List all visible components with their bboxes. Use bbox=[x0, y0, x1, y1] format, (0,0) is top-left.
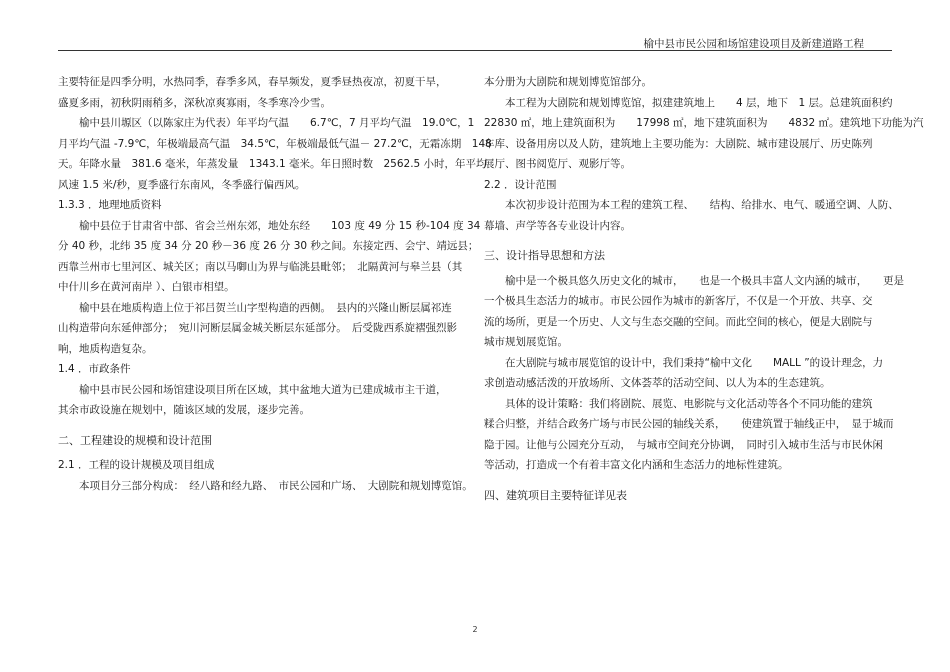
text-line: 一个极具生态活力的城市。市民公园作为城市的新客厅，不仅是一个开放、共享、交 bbox=[484, 295, 873, 307]
right-column bbox=[484, 72, 924, 510]
text-line: 本分册为大剧院和规划博览馆部分。 bbox=[484, 76, 652, 88]
header-rule bbox=[58, 50, 892, 51]
text-line: 榆中县川塬区（以陈家庄为代表）年平均气温 6.7℃，7 月平均气温 19.0℃，1 bbox=[79, 117, 475, 129]
text-line: 月平均气温 -7.9℃，年极端最高气温 34.5℃，年极端最低气温－ 27.2℃，无霜冻期 148 bbox=[58, 137, 492, 150]
section-heading: 三、设计指导思想和方法 bbox=[484, 249, 605, 262]
subsection-heading: 1.3.3 ．地理地质资料 bbox=[58, 199, 162, 211]
section-heading: 二、工程建设的规模和设计范围 bbox=[58, 433, 212, 447]
text-line: 本工程为大剧院和规划博览馆，拟建建筑地上 4 层，地下 1 层。总建筑面积约 bbox=[505, 96, 893, 109]
text-line: 榆中是一个极具悠久历史文化的城市， 也是一个极具丰富人文内涵的城市， 更是 bbox=[505, 274, 904, 287]
text-line: 主要特征是四季分明，水热同季，春季多风，春旱频发，夏季昼热夜凉，初夏干旱， bbox=[58, 76, 447, 88]
text-line: 在大剧院与城市展览馆的设计中，我们秉持“榆中文化 MALL ”的设计理念，力 bbox=[505, 356, 884, 369]
text-line: 中什川乡在黄河南岸 ）、白银市相望。 bbox=[58, 281, 235, 293]
text-line: 本次初步设计范围为本工程的建筑工程、 结构、给排水、电气、暖通空调、人防、 bbox=[505, 199, 899, 211]
text-line: 本项目分三部分构成： 经八路和经九路、 市民公园和广场、 大剧院和规划博览馆。 bbox=[79, 479, 473, 492]
text-line: 榆中县在地质构造上位于祁吕贺兰山字型构造的西侧。 县内的兴隆山断层属祁连 bbox=[79, 301, 452, 314]
text-line: 盛夏多雨，初秋阴雨稍多，深秋凉爽寡雨，冬季寒冷少雪。 bbox=[58, 96, 331, 109]
text-line: 等活动，打造成一个有着丰富文化内涵和生态活力的地标性建筑。 bbox=[484, 459, 789, 471]
text-line: 具体的设计策略：我们将剧院、展览、电影院与文化活动等各个不同功能的建筑 bbox=[505, 397, 873, 410]
page-number: 2 bbox=[472, 625, 478, 634]
left-column bbox=[58, 72, 492, 496]
text-line: 流的场所，更是一个历史、人文与生态交融的空间。而此空间的核心，便是大剧院与 bbox=[484, 315, 873, 328]
text-line: 求创造动感活泼的开放场所、文体荟萃的活动空间、以人为本的生态建筑。 bbox=[484, 377, 831, 389]
text-line: 展厅、图书阅览厅、观影厅等。 bbox=[484, 158, 631, 170]
text-line: 天。年降水量 381.6 毫米，年蒸发量 1343.1 毫米。年日照时数 2562.5 小时，年平均 bbox=[58, 158, 487, 170]
text-line: 西靠兰州市七里河区、城关区；南以马啣山为界与临洮县毗邻； 北隔黄河与皋兰县（其 bbox=[58, 260, 463, 273]
text-line: 山构造带向东延伸部分； 宛川河断层属金城关断层东延部分。 后受陇西系旋褶强烈影 bbox=[58, 322, 457, 334]
text-line: 城市规划展览馆。 bbox=[484, 336, 568, 348]
text-line: 车库、设备用房以及人防，建筑地上主要功能为：大剧院、城市建设展厅、历史陈列 bbox=[484, 137, 873, 150]
subsection-heading: 2.2 ．设计范围 bbox=[484, 178, 557, 191]
subsection-heading: 1.4 ．市政条件 bbox=[58, 363, 131, 375]
text-line: 榆中县位于甘肃省中部、省会兰州东郊，地处东经 103 度 49 分 15 秒-104 度 34 bbox=[79, 219, 481, 232]
text-line: 响，地质构造复杂。 bbox=[58, 342, 153, 355]
text-line: 分 40 秒，北纬 35 度 34 分 20 秒－36 度 26 分 30 秒之间。东接定西、会宁、靖远县； bbox=[58, 240, 479, 252]
text-line: 榆中县市民公园和场馆建设项目所在区域，其中盆地大道为已建成城市主干道， bbox=[79, 383, 447, 396]
text-line: 隐于园。让他与公园充分互动， 与城市空间充分协调， 同时引入城市生活与市民休闲 bbox=[484, 438, 883, 451]
section-heading: 四、建筑项目主要特征详见表 bbox=[484, 488, 627, 502]
text-line: 幕墙、声学等各专业设计内容。 bbox=[484, 219, 631, 232]
text-line: 其余市政设施在规划中，随该区域的发展，逐步完善。 bbox=[58, 404, 310, 416]
subsection-heading: 2.1 ．工程的设计规模及项目组成 bbox=[58, 459, 215, 471]
text-line: 22830 ㎡，地上建筑面积为 17998 ㎡，地下建筑面积为 4832 ㎡。建筑地下功能为汽 bbox=[484, 117, 924, 129]
text-line: 风速 1.5 米/秒，夏季盛行东南风，冬季盛行偏西风。 bbox=[58, 178, 306, 191]
text-line: 糅合归整，并结合政务广场与市民公园的轴线关系， 使建筑置于轴线正中， 显于城而 bbox=[484, 418, 894, 430]
running-header: 榆中县市民公园和场馆建设项目及新建道路工程 bbox=[643, 38, 864, 50]
